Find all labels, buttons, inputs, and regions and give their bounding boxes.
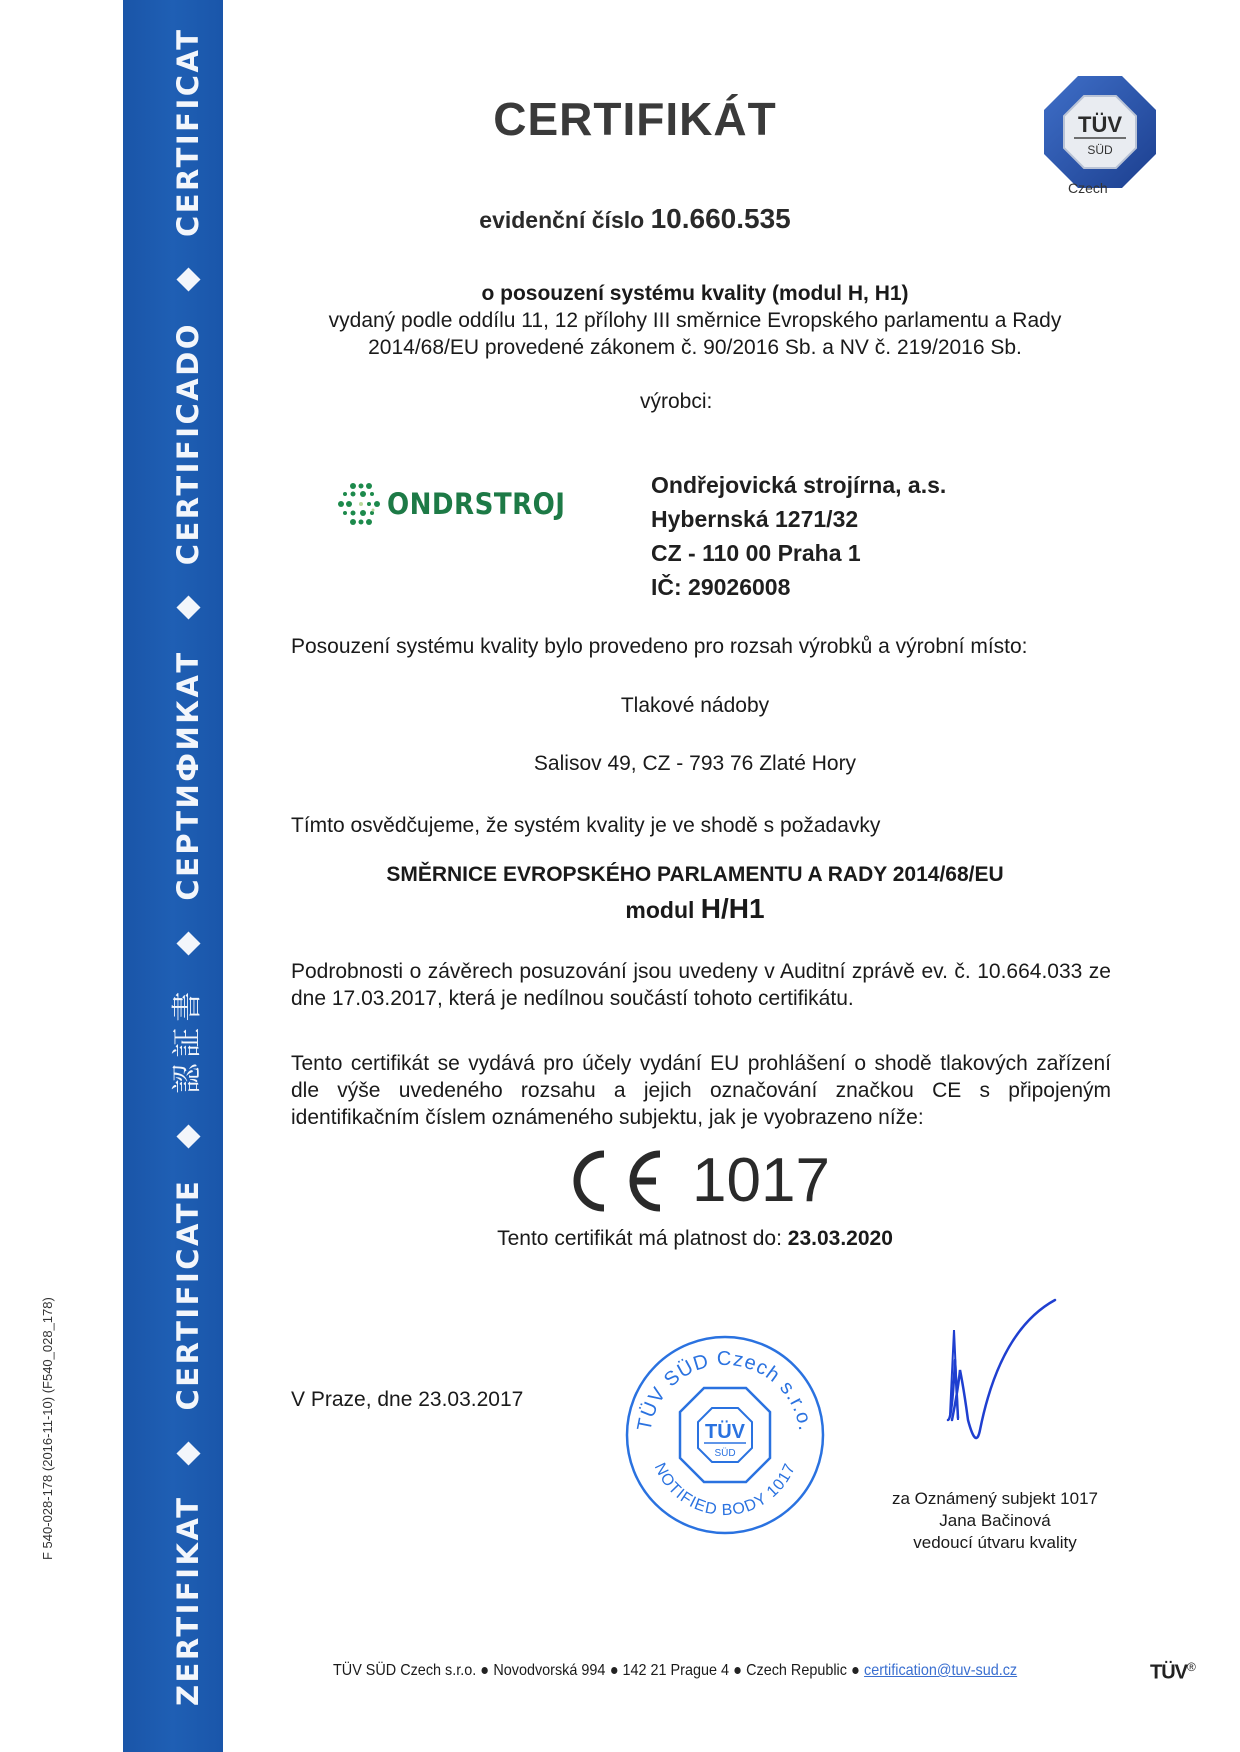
signatory-role: za Oznámený subjekt 1017	[891, 1489, 1098, 1508]
footer-brand-text: TÜV	[1150, 1661, 1187, 1684]
ce-symbol-text: CE	[560, 1147, 562, 1149]
band-text	[170, 27, 205, 1706]
production-site: Salisov 49, CZ - 793 76 Zlaté Hory	[533, 752, 857, 775]
certificate-purpose: Tento certifikát se vydává pro účely vydání EU prohlášení o shodě tlakových zařízení dle výše uvedeného rozsahu a jejich označování značkou CE s připojeným identifikačním číslem oznámeného subjektu, jak je vyobrazeno níže:	[291, 1052, 1111, 1129]
scope-line-1: o posouzení systému kvality (modul H, H1)	[481, 282, 909, 305]
scope-line-2: vydaný podle oddílu 11, 12 přílohy III směrnice Evropského parlamentu a Rady	[328, 309, 1062, 332]
modul-value: H/H1	[700, 893, 765, 924]
registration-value: 10.660.535	[650, 203, 791, 234]
company-id: IČ: 29026008	[651, 574, 791, 600]
ce-marking	[280, 1145, 1110, 1216]
manufacturer-label: výrobci:	[640, 390, 713, 413]
diamond-icon	[176, 1441, 200, 1465]
company-city: CZ - 110 00 Praha 1	[651, 540, 861, 566]
modul-label: modul	[625, 897, 695, 923]
tuv-sud-logo	[1040, 72, 1160, 192]
bullet-icon	[482, 1667, 488, 1674]
directive-modul	[280, 893, 1110, 925]
validity-date: 23.03.2020	[787, 1227, 893, 1250]
stamp-bottom-text: NOTIFIED BODY 1017	[650, 1460, 800, 1520]
band-word-cjk: 認証書	[170, 985, 205, 1094]
footer-brand	[1150, 1660, 1196, 1685]
band-word-certificado: CERTIFICADO	[170, 322, 205, 566]
band-word-certificat: CERTIFICAT	[170, 27, 205, 238]
diamond-icon	[176, 268, 200, 292]
diamond-icon	[176, 596, 200, 620]
band-word-zertifikat: ZERTIFIKAT	[170, 1495, 205, 1706]
stamp-center-top: TÜV	[705, 1421, 745, 1443]
dots-logo-icon	[335, 480, 383, 528]
footer-street: Novodvorská 994	[493, 1662, 606, 1679]
signatory-title: vedoucí útvaru kvality	[913, 1533, 1077, 1552]
company-name: Ondřejovická strojírna, a.s.	[651, 472, 947, 498]
bullet-icon	[734, 1667, 740, 1674]
bullet-icon	[852, 1667, 858, 1674]
certificate-band	[123, 0, 223, 1752]
directive-title: SMĚRNICE EVROPSKÉHO PARLAMENTU A RADY 2014/68/EU	[386, 863, 1004, 886]
svg-text:NOTIFIED BODY 1017	[651, 1461, 799, 1520]
footer-email-link[interactable]: certification@tuv-sud.cz	[864, 1662, 1018, 1679]
validity	[280, 1227, 1110, 1251]
notified-body-stamp	[620, 1330, 830, 1540]
stamp-center-bottom: SÜD	[714, 1448, 736, 1459]
band-word-certificate: CERTIFICATE	[170, 1178, 205, 1411]
validity-label: Tento certifikát má platnost do:	[497, 1227, 782, 1250]
footer-company: TÜV SÜD Czech s.r.o.	[333, 1662, 477, 1679]
bullet-icon	[611, 1667, 617, 1674]
audit-details: Podrobnosti o závěrech posuzování jsou uvedeny v Auditní zprávě ev. č. 10.664.033 ze dne 17.03.2017, která je nedílnou součástí tohoto certifikátu.	[291, 960, 1111, 1010]
logo-caption: Czech	[1068, 180, 1108, 196]
ondrstroj-logo	[335, 480, 585, 528]
logo-text-top: TÜV	[1078, 112, 1122, 137]
scope-line-3: 2014/68/EU provedené zákonem č. 90/2016 Sb. a NV č. 219/2016 Sb.	[368, 336, 1022, 359]
diamond-icon	[176, 931, 200, 955]
registration-number	[240, 203, 1030, 235]
signatory-name: Jana Bačinová	[939, 1511, 1051, 1530]
footer-address	[333, 1662, 1017, 1680]
assessment-intro: Posouzení systému kvality bylo provedeno pro rozsah výrobků a výrobní místo:	[291, 635, 1028, 658]
issue-place-date: V Praze, dne 23.03.2017	[291, 1388, 524, 1411]
product-scope: Tlakové nádoby	[620, 694, 770, 717]
company-street: Hybernská 1271/32	[651, 506, 859, 532]
conformity-statement: Tímto osvědčujeme, že systém kvality je ve shodě s požadavky	[291, 814, 881, 837]
ce-mark-icon	[560, 1148, 670, 1214]
band-word-sertifikat: СЕРТИФИКАТ	[170, 650, 205, 901]
logo-text-bottom: SÜD	[1087, 143, 1113, 157]
registration-label: evidenční číslo	[479, 207, 645, 233]
document-title: CERTIFIKÁT	[493, 93, 777, 145]
scope-block	[280, 280, 1110, 361]
stamp-top-text: TÜV SÜD Czech s.r.o.	[633, 1347, 817, 1433]
registered-mark: ®	[1187, 1660, 1196, 1674]
footer-city: 142 21 Prague 4	[622, 1662, 729, 1679]
signatory	[860, 1488, 1130, 1554]
diamond-icon	[176, 1124, 200, 1148]
form-code: F 540-028-178 (2016-11-10) (F540_028_178)	[40, 1297, 55, 1560]
signature	[930, 1270, 1070, 1470]
logo-name: ONDRSTROJ	[387, 487, 566, 521]
manufacturer-address	[651, 468, 946, 604]
footer-country: Czech Republic	[746, 1662, 847, 1679]
notified-body-number: 1017	[692, 1146, 830, 1215]
